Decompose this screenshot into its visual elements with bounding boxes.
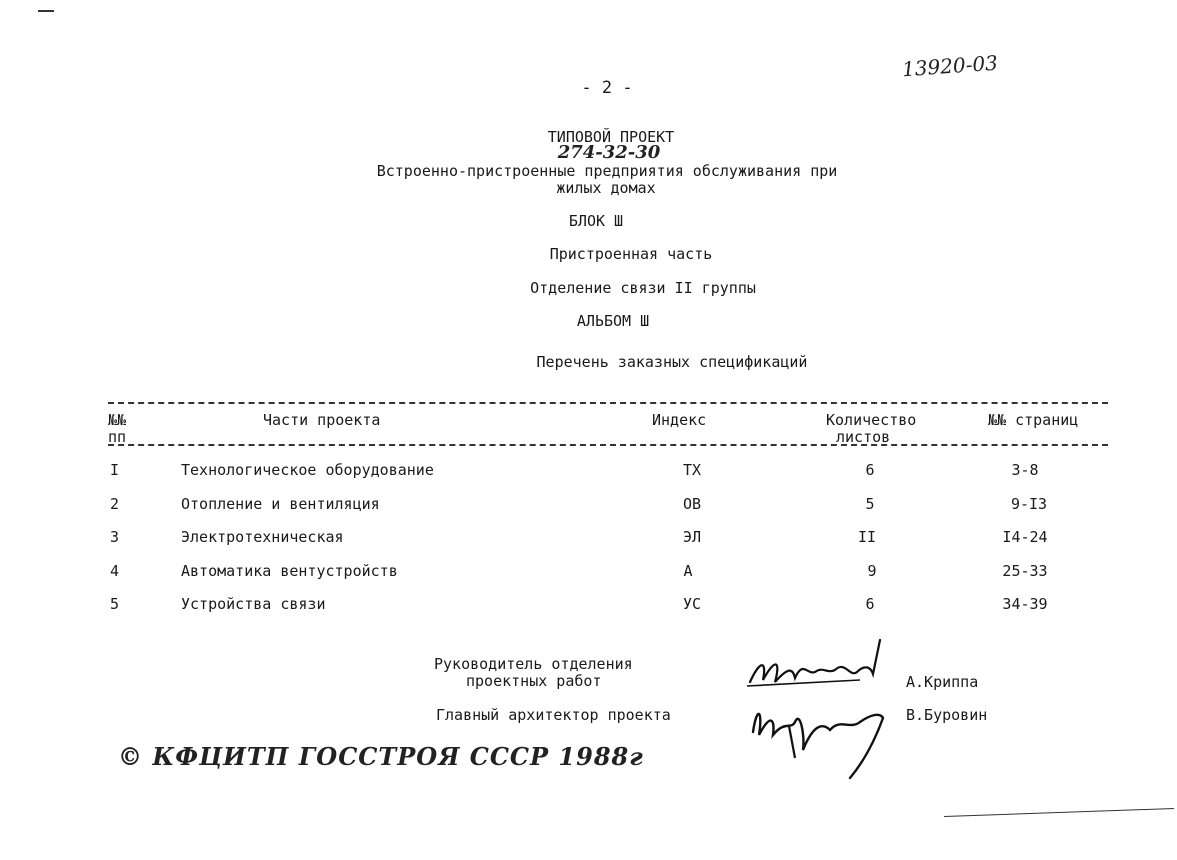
- part-label: Пристроенная часть: [549, 245, 713, 263]
- row-index: А: [683, 562, 693, 580]
- row-num: 3: [110, 528, 120, 546]
- row-num: I: [110, 461, 120, 479]
- project-number: 274-32-30: [557, 142, 661, 163]
- row-pages: 3-8: [1011, 461, 1039, 479]
- row-part: Устройства связи: [181, 595, 326, 613]
- row-part: Электротехническая: [181, 528, 344, 546]
- list-title: Перечень заказных спецификаций: [536, 353, 808, 371]
- row-sheets: 6: [865, 595, 875, 613]
- row-part: Технологическое оборудование: [181, 461, 434, 479]
- department-label: Отделение связи II группы: [530, 279, 756, 297]
- architect-name: В.Буровин: [906, 706, 988, 724]
- header-num-line1: №№: [108, 411, 127, 429]
- row-sheets: 6: [865, 461, 875, 479]
- page-number: - 2 -: [581, 78, 633, 98]
- table-header-rule: [108, 444, 1108, 446]
- header-index: Индекс: [652, 411, 707, 429]
- project-title-line1: Встроенно-пристроенные предприятия обслуживания при: [376, 162, 838, 180]
- head-name: А.Криппа: [906, 673, 979, 691]
- row-part: Отопление и вентиляция: [181, 495, 380, 513]
- row-num: 4: [110, 562, 120, 580]
- architect-title: Главный архитектор проекта: [436, 706, 671, 724]
- copyright-stamp: © КФЦИТП ГОССТРОЯ СССР 1988г: [118, 742, 644, 771]
- block-label: БЛОК Ш: [568, 212, 624, 230]
- head-title-line1: Руководитель отделения: [434, 655, 633, 673]
- table-top-rule: [108, 402, 1108, 404]
- head-title-line2: проектных работ: [466, 672, 602, 690]
- row-sheets: II: [857, 528, 877, 546]
- row-index: ЭЛ: [682, 528, 702, 546]
- row-sheets: 9: [867, 562, 877, 580]
- top-left-mark: [38, 10, 54, 12]
- project-type: ТИПОВОЙ ПРОЕКТ: [547, 128, 675, 146]
- header-sheets-line2: листов: [836, 428, 891, 446]
- row-num: 5: [110, 595, 120, 613]
- header-parts: Части проекта: [263, 411, 381, 429]
- bottom-right-stroke: [944, 808, 1174, 817]
- row-index: УС: [682, 595, 702, 613]
- document-code: 13920-03: [901, 50, 999, 82]
- row-pages: 9-I3: [1010, 495, 1048, 513]
- project-title-line2: жилых домах: [556, 179, 656, 197]
- row-index: ОВ: [682, 495, 702, 513]
- header-pages: №№ страниц: [988, 411, 1079, 429]
- header-sheets-line1: Количество: [826, 411, 917, 429]
- album-label: АЛЬБОМ Ш: [576, 312, 650, 330]
- row-num: 2: [110, 495, 120, 513]
- row-index: ТХ: [682, 461, 702, 479]
- row-pages: 25-33: [1002, 562, 1048, 580]
- row-pages: I4-24: [1002, 528, 1048, 546]
- row-pages: 34-39: [1002, 595, 1048, 613]
- row-sheets: 5: [865, 495, 875, 513]
- header-num-line2: пп: [108, 428, 127, 446]
- architect-signature: [745, 690, 895, 780]
- row-part: Автоматика вентустройств: [181, 562, 398, 580]
